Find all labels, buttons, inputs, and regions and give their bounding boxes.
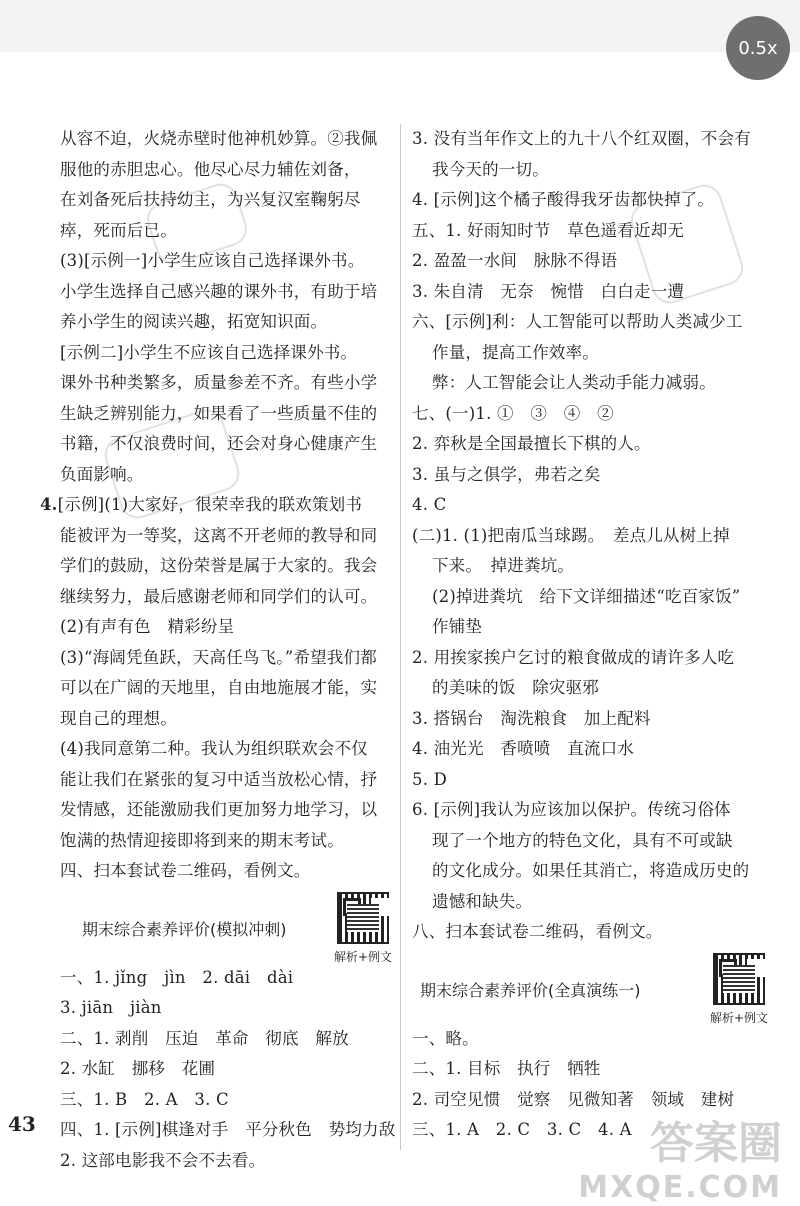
text-line: 四、1. [示例]棋逢对手 平分秋色 势均力敌 xyxy=(60,1120,396,1139)
text-line: 2. 弈秋是全国最擅长下棋的人。 xyxy=(412,434,651,453)
text-line: 3. 没有当年作文上的九十八个红双圈，不会有 xyxy=(412,129,751,148)
text-line: (4)我同意第二种。我认为组织联欢会不仅 xyxy=(60,739,368,758)
text-line: 七、(一)1. ① ③ ④ ② xyxy=(412,403,614,423)
text-line: 三、1. A 2. C 3. C 4. A xyxy=(412,1120,632,1139)
watermark-line: 答案圈 xyxy=(650,1118,782,1169)
section-heading: 八、扫本套试卷二维码，看例文。 xyxy=(412,922,663,941)
section-header xyxy=(60,901,392,964)
text-line: 学们的鼓励，这份荣誉是属于大家的。我会 xyxy=(60,556,378,575)
watermark-line: MXQE.COM xyxy=(578,1170,782,1205)
text-line xyxy=(40,490,392,521)
text-line: (3)“海阔凭鱼跃，天高任鸟飞。”希望我们都 xyxy=(60,647,377,667)
text-span: [示例](1)大家好，很荣幸我的联欢策划书 xyxy=(57,495,363,514)
text-line: 2. 司空见惯 觉察 见微知著 领域 建树 xyxy=(412,1089,735,1109)
text-line: 4. C xyxy=(412,495,447,514)
text-line: 课外书种类繁多，质量参差不齐。有些小学 xyxy=(60,373,378,392)
text-line: 从容不迫，火烧赤壁时他神机妙算。②我佩 xyxy=(60,129,378,148)
document-page xyxy=(0,52,800,1206)
qr-code-icon[interactable] xyxy=(713,953,765,1005)
watermark-logo xyxy=(578,1118,782,1206)
text-line: 的文化成分。如果任其消亡，将造成历史的 xyxy=(432,861,750,880)
section-header xyxy=(412,962,768,1025)
text-line: 六、[示例]利：人工智能可以帮助人类减少工 xyxy=(412,312,743,331)
text-line: 4. 油光光 香喷喷 直流口水 xyxy=(412,739,634,758)
text-line: 弊：人工智能会让人类动手能力减弱。 xyxy=(432,373,716,392)
section-title: 期末综合素养评价(模拟冲刺) xyxy=(82,920,287,939)
text-line: 饱满的热情迎接即将到来的期末考试。 xyxy=(60,830,344,850)
text-line: 生缺乏辨别能力，如果看了一些质量不佳的 xyxy=(60,403,378,423)
section-title: 期末综合素养评价(全真演练一) xyxy=(420,981,641,1000)
text-line: 在刘备死后扶持幼主，为兴复汉室鞠躬尽 xyxy=(60,190,361,209)
text-line: 五、1. 好雨知时节 草色遥看近却无 xyxy=(412,220,685,240)
text-line: 一、略。 xyxy=(412,1028,479,1048)
zoom-level-button[interactable]: 0.5x xyxy=(726,16,790,80)
text-line: 小学生选择自己感兴趣的课外书，有助于培 xyxy=(60,281,378,301)
answer-block xyxy=(60,124,392,246)
text-line: 发情感，还能激励我们更加努力地学习，以 xyxy=(60,800,378,819)
answer-block xyxy=(40,490,392,856)
text-line: 3. jiān jiàn xyxy=(60,998,162,1017)
text-line: 5. D xyxy=(412,769,448,789)
qr-code-icon[interactable] xyxy=(337,892,389,944)
text-line: 2. 这部电影我不会不去看。 xyxy=(60,1150,266,1170)
text-line: 4. [示例]这个橘子酸得我牙齿都快掉了。 xyxy=(412,190,715,209)
text-line: 继续努力，最后感谢老师和同学们的认可。 xyxy=(60,586,378,606)
section-heading: 四、扫本套试卷二维码，看例文。 xyxy=(60,861,311,880)
text-line: 3. 朱自清 无奈 惋惜 白白走一遭 xyxy=(412,281,685,301)
text-line: 的美味的饭 除灾驱邪 xyxy=(432,678,599,697)
text-line: 现自己的理想。 xyxy=(60,708,177,728)
text-line: 2. 用挨家挨户乞讨的粮食做成的请许多人吃 xyxy=(412,647,735,667)
text-line: 作量，提高工作效率。 xyxy=(432,342,599,362)
text-line: 瘁，死而后已。 xyxy=(60,220,177,240)
text-line: 现了一个地方的特色文化，具有不可或缺 xyxy=(432,830,733,850)
answer-block xyxy=(60,246,392,490)
text-line: 作铺垫 xyxy=(432,617,483,636)
text-line: (2)有声有色 精彩纷呈 xyxy=(60,617,235,636)
text-line: 三、1. B 2. A 3. C xyxy=(60,1089,229,1109)
text-line: 遗憾和缺失。 xyxy=(432,891,533,911)
text-line: 二、1. 目标 执行 牺牲 xyxy=(412,1059,601,1078)
text-line: 一、1. jǐng jìn 2. dāi dài xyxy=(60,967,294,987)
text-line: [示例二]小学生不应该自己选择课外书。 xyxy=(60,342,358,362)
text-line: 书籍，不仅浪费时间，还会对身心健康产生 xyxy=(60,434,378,453)
qr-block xyxy=(710,953,768,1026)
text-line: (2)掉进粪坑 给下文详细描述“吃百家饭” xyxy=(432,586,741,606)
text-line: (3)[示例一]小学生应该自己选择课外书。 xyxy=(60,251,365,270)
right-column xyxy=(412,124,768,1146)
answer-block xyxy=(60,963,396,1177)
text-line: 二、1. 剥削 压迫 革命 彻底 解放 xyxy=(60,1028,349,1048)
question-number: 4. xyxy=(40,495,58,514)
answer-block xyxy=(412,124,768,948)
text-line: (二)1. (1)把南瓜当球踢。 差点儿从树上掉 xyxy=(412,525,730,545)
text-line: 养小学生的阅读兴趣，拓宽知识面。 xyxy=(60,312,328,331)
column-divider xyxy=(400,124,401,1150)
text-line: 可以在广阔的天地里，自由地施展才能，实 xyxy=(60,678,378,697)
text-line: 能让我们在紧张的复习中适当放松心情，抒 xyxy=(60,769,378,789)
text-line: 负面影响。 xyxy=(60,464,144,484)
text-line: 6. [示例]我认为应该加以保护。传统习俗体 xyxy=(412,800,731,819)
page-number: 43 xyxy=(8,1112,36,1136)
text-line: 下来。 掉进粪坑。 xyxy=(432,556,575,575)
text-line: 3. 虽与之俱学，弗若之矣 xyxy=(412,464,601,484)
text-line: 3. 搭锅台 淘洗粮食 加上配料 xyxy=(412,708,651,728)
qr-block xyxy=(334,892,392,965)
text-line: 2. 水缸 挪移 花圃 xyxy=(60,1059,216,1078)
text-line: 服他的赤胆忠心。他尽心尽力辅佐刘备， xyxy=(60,159,361,179)
text-line: 能被评为一等奖，这离不开老师的教导和同 xyxy=(60,525,378,545)
left-column xyxy=(40,124,396,1176)
qr-caption: 解析+例文 xyxy=(709,1011,768,1025)
text-line: 2. 盈盈一水间 脉脉不得语 xyxy=(412,251,618,270)
text-line: 我今天的一切。 xyxy=(432,159,549,179)
qr-caption: 解析+例文 xyxy=(333,950,392,964)
